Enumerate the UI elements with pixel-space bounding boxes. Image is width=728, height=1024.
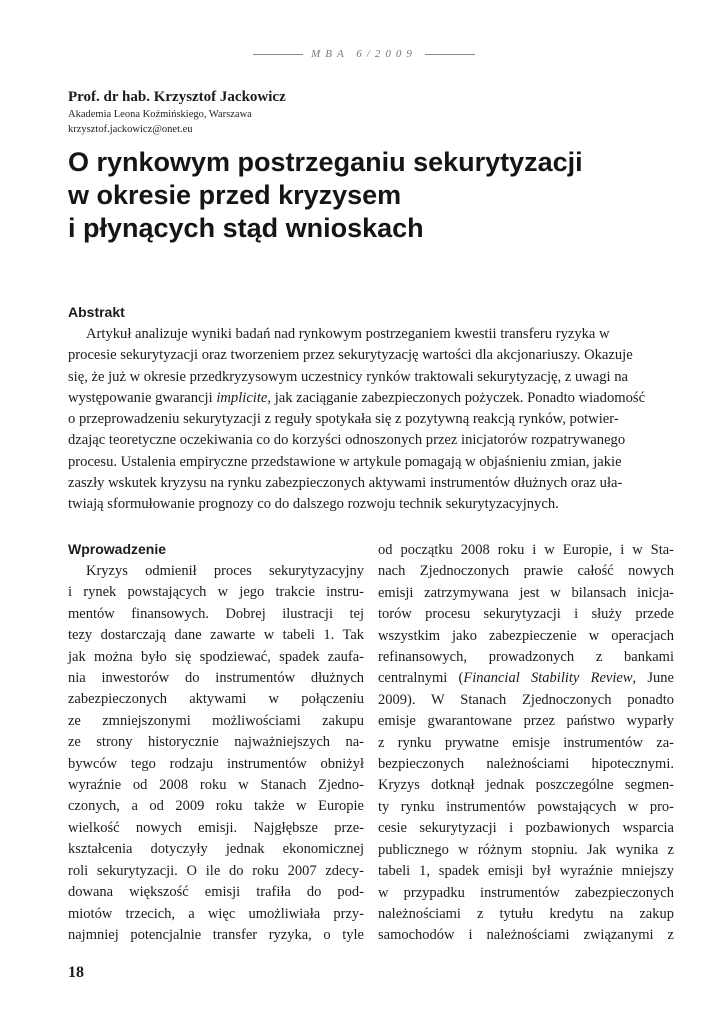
text-line: refinansowych, prowadzonych z bankami bbox=[378, 649, 674, 666]
text-line: dowana większość emisji trafiła do pod- bbox=[68, 884, 364, 901]
text-line: wyraźnie od 2008 roku w Stanach Zjedno- bbox=[68, 777, 364, 794]
text-line: ty rynku instrumentów powstających w pro- bbox=[378, 798, 674, 815]
text-line: mentów finansowych. Dobrej ilustracji tej bbox=[68, 605, 364, 622]
text-line: 2009). W Stanach Zjednoczonych ponadto bbox=[378, 691, 674, 708]
text-line: kształcenia dotyczyły jednak ekonomicznej bbox=[68, 841, 364, 858]
text-line: Artykuł analizuje wyniki badań nad rynkowym postrzeganiem kwestii transferu ryzyka w bbox=[86, 326, 610, 342]
text-line: w przypadku instrumentów zabezpieczonych bbox=[378, 884, 674, 901]
text-run: centralnymi ( bbox=[378, 670, 464, 687]
abstract-section bbox=[68, 303, 671, 516]
intro-right-column bbox=[378, 540, 674, 947]
page-number: 18 bbox=[68, 964, 84, 981]
text-line: ze strony historycznie najważniejszych na- bbox=[68, 734, 364, 751]
text-line: cesie sekurytyzacji i pozbawionych wsparcia bbox=[378, 820, 674, 837]
abstract-heading: Abstrakt bbox=[68, 304, 125, 320]
intro-left-body bbox=[68, 561, 364, 946]
text-line: od początku 2008 roku i w Europie, i w Sta- bbox=[378, 542, 674, 558]
text-line: twiają sformułowanie prognozy co do dalszego rozwoju technik sekurytyzacyjnych. bbox=[68, 496, 559, 513]
text-run: , jak zaciąganie zabezpieczonych pożyczek. Ponadto wiadomość bbox=[267, 389, 646, 406]
text-line: roli sekurytyzacji. O ile do roku 2007 zdecy- bbox=[68, 862, 364, 879]
title-line: O rynkowym postrzeganiu sekurytyzacji bbox=[68, 147, 583, 177]
title-line: i płynących stąd wnioskach bbox=[68, 213, 424, 243]
text-line: o przeprowadzeniu sekurytyzacji z reguły spotykała się z pozytywną reakcją rynków, potwier- bbox=[68, 411, 619, 428]
text-line: należnościami z tytułu kredytu na zakup bbox=[378, 905, 674, 922]
text-line: procesu. Ustalenia empiryczne przedstawione w artykule pomagają w objaśnieniu zmian, jakie bbox=[68, 453, 622, 470]
text-line: zaszły wskutek kryzysu na rynku zabezpieczonych aktywami instrumentów dłużnych oraz uła- bbox=[68, 475, 623, 492]
text-line: czonych, a od 2009 roku także w Europie bbox=[68, 798, 364, 815]
running-head-rule-right bbox=[425, 54, 475, 55]
text-line: publicznego w różnym stopniu. Jak wynika z bbox=[378, 841, 674, 858]
text-line: tezy dostarczają dane zawarte w tabeli 1. Tak bbox=[68, 627, 364, 644]
text-line bbox=[68, 388, 671, 409]
author-email: krzysztof.jackowicz@onet.eu bbox=[68, 124, 193, 135]
title-line: w okresie przed kryzysem bbox=[68, 180, 402, 210]
article-title bbox=[68, 146, 668, 245]
text-line: emisji zatrzymywana jest w bilansach inicja- bbox=[378, 584, 674, 601]
running-head-rule-left bbox=[253, 54, 303, 55]
text-line: samochodów i należnościami związanymi z bbox=[378, 927, 674, 944]
text-line: zabezpieczonych aktywami w połączeniu bbox=[68, 691, 364, 708]
text-line: z rynku prywatne emisje instrumentów za- bbox=[378, 734, 674, 751]
running-head bbox=[0, 48, 728, 60]
text-line: Kryzys dotknął jednak poszczególne segmen- bbox=[378, 777, 674, 794]
text-line: dzając teoretyczne oczekiwania co do korzyści odnoszonych przez inicjatorów rozpatrywanego bbox=[68, 432, 626, 449]
intro-left-column bbox=[68, 540, 364, 946]
text-line: się, że już w okresie przedkryzysowym uczestnicy rynków traktowali sekurytyzację, z uwagi na bbox=[68, 368, 629, 385]
text-line: tabeli 1, spadek emisji był wyraźnie mniejszy bbox=[378, 863, 674, 880]
italic-text: implicite bbox=[216, 389, 268, 406]
author-name: Prof. dr hab. Krzysztof Jackowicz bbox=[68, 89, 286, 105]
text-line bbox=[378, 668, 674, 689]
text-line: jak można było się spodziewać, spadek zaufa- bbox=[68, 648, 364, 665]
author-affiliation: Akademia Leona Koźmińskiego, Warszawa bbox=[68, 109, 252, 120]
abstract-body bbox=[68, 324, 671, 516]
text-line: bezpieczonych należnościami hipotecznymi. bbox=[378, 756, 674, 773]
running-head-text: MBA 6/2009 bbox=[311, 48, 417, 60]
italic-text: Financial Stability Review bbox=[463, 670, 633, 687]
text-line: Kryzys odmienił proces sekurytyzacyjny bbox=[86, 563, 364, 579]
text-run: , June bbox=[632, 670, 674, 687]
text-line: wszystkim jako zabezpieczenie w operacjach bbox=[378, 627, 674, 644]
text-line: najmniej potencjalnie transfer ryzyka, o tyle bbox=[68, 926, 364, 943]
text-line: ze zmniejszonymi możliwościami zakupu bbox=[68, 712, 364, 729]
text-run: występowanie gwarancji bbox=[68, 389, 217, 406]
text-line: emisje gwarantowane przez państwo wyparły bbox=[378, 713, 674, 730]
intro-right-body bbox=[378, 540, 674, 947]
author-block bbox=[68, 88, 668, 137]
text-line: torów procesu sekurytyzacji i służy przede bbox=[378, 606, 674, 623]
text-line: nach Zjednoczonych prawie całość nowych bbox=[378, 563, 674, 580]
intro-heading: Wprowadzenie bbox=[68, 541, 167, 557]
text-line: nia inwestorów do instrumentów dłużnych bbox=[68, 670, 364, 687]
text-line: bywców tego rodzaju instrumentów obniżył bbox=[68, 755, 364, 772]
text-line: wielkość nowych emisji. Najgłębsze prze- bbox=[68, 819, 364, 836]
text-line: procesie sekurytyzacji oraz tworzeniem przez sekurytyzację wartości dla akcjonariuszy. Okazuje bbox=[68, 347, 633, 364]
text-line: i rynek powstających w jego trakcie instru- bbox=[68, 584, 364, 601]
text-line: miotów trzecich, a więc umożliwiała przy- bbox=[68, 905, 364, 922]
